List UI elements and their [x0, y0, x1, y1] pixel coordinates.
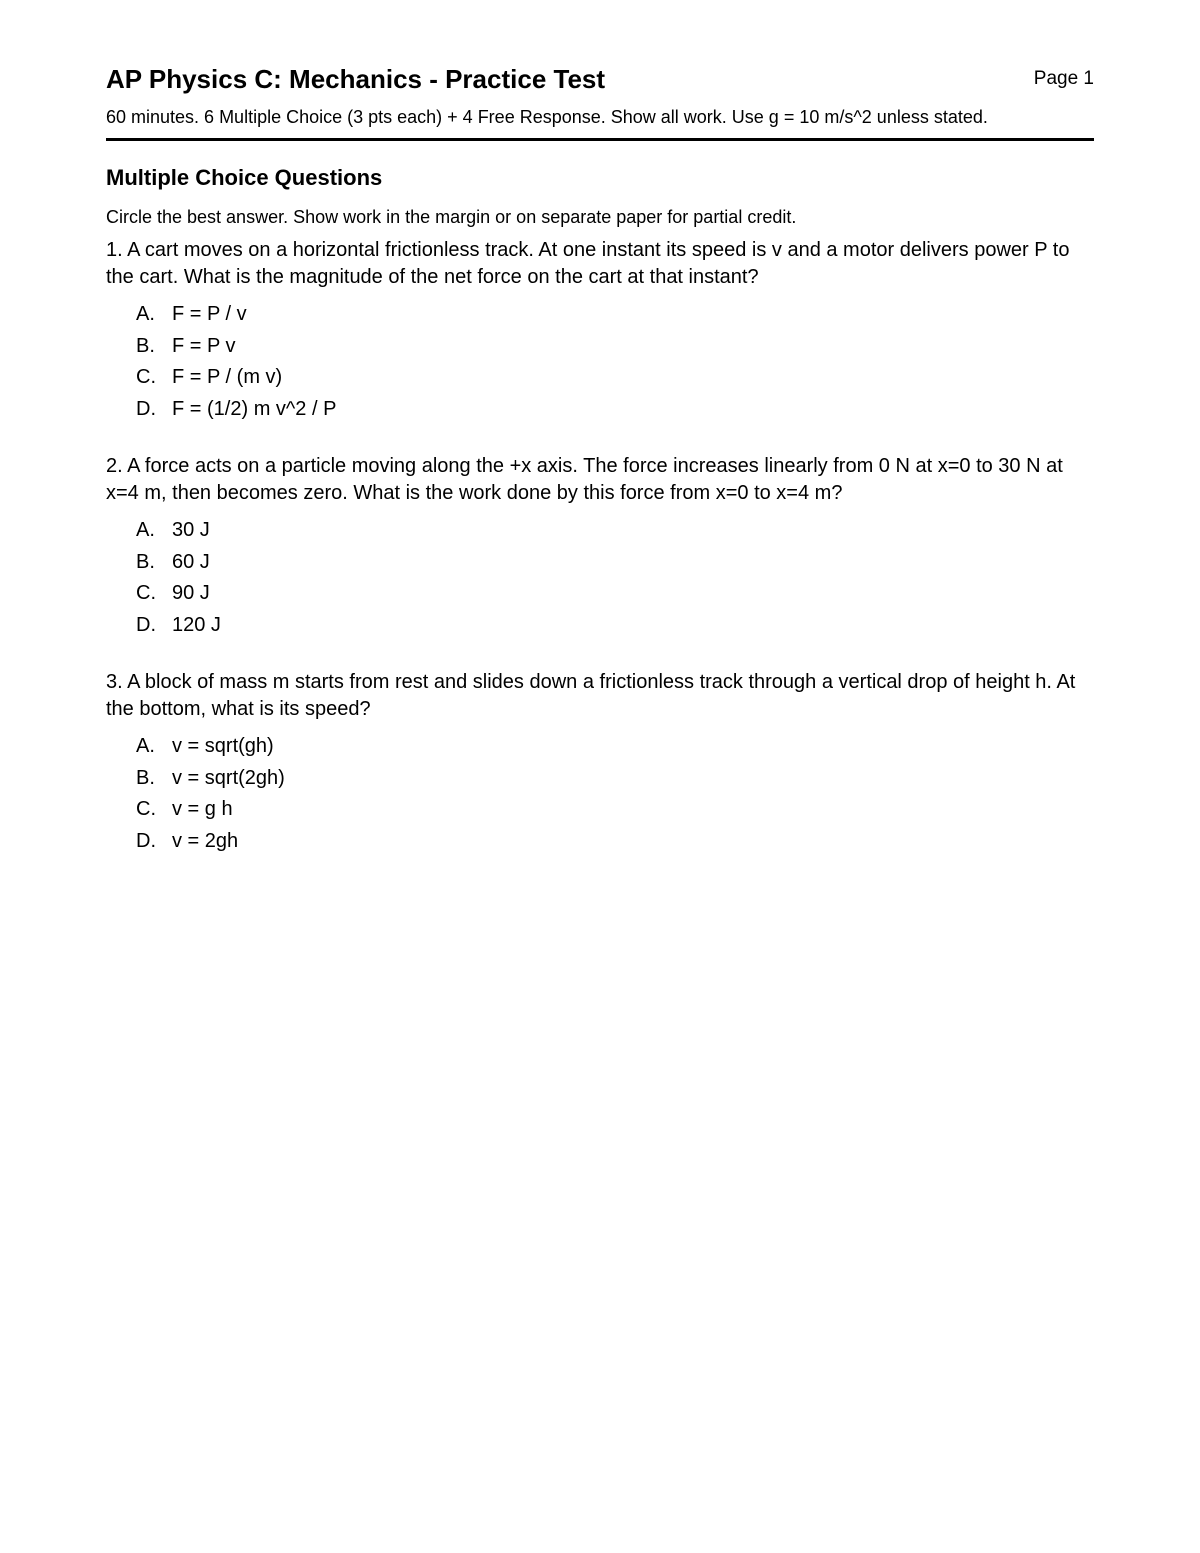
choice-item[interactable]: [136, 394, 1094, 426]
question-1: [106, 237, 1094, 425]
test-subtitle: 60 minutes. 6 Multiple Choice (3 pts each) + 4 Free Response. Show all work. Use g = 10 m/s^2 unless stated.: [106, 107, 988, 127]
choice-letter: D.: [136, 397, 156, 420]
choice-item[interactable]: [136, 515, 1094, 547]
choice-letter: B.: [136, 334, 155, 357]
choice-letter: B.: [136, 550, 155, 573]
choice-text: 120 J: [172, 613, 221, 636]
choice-text: 90 J: [172, 582, 210, 604]
choice-text: F = P / (m v): [172, 366, 283, 388]
spacer: [106, 425, 1094, 445]
choice-list: [106, 299, 1094, 425]
choice-text: F = P / v: [172, 303, 247, 325]
choice-text: v = g h: [172, 798, 233, 820]
choice-text: v = sqrt(gh): [172, 735, 274, 757]
choice-letter: D.: [136, 613, 156, 636]
choice-item[interactable]: [136, 331, 1094, 363]
question-2: [106, 453, 1094, 641]
choice-letter: A.: [136, 303, 155, 325]
choice-text: 30 J: [172, 519, 210, 541]
choice-letter: D.: [136, 829, 156, 852]
choice-item[interactable]: [136, 578, 1094, 610]
choice-letter: B.: [136, 766, 155, 789]
choice-item[interactable]: [136, 763, 1094, 795]
choice-letter: A.: [136, 735, 155, 757]
choice-text: v = sqrt(2gh): [172, 766, 285, 789]
section-instructions: Circle the best answer. Show work in the margin or on separate paper for partial credit.: [106, 207, 797, 227]
choice-item[interactable]: [136, 547, 1094, 579]
choice-item[interactable]: [136, 362, 1094, 394]
choice-list: [106, 515, 1094, 641]
question-text: 1. A cart moves on a horizontal frictionless track. At one instant its speed is v and a motor delivers power P to the cart. What is the magnitude of the net force on the cart at that instant?: [106, 239, 1070, 288]
choice-item[interactable]: [136, 731, 1094, 763]
question-3: [106, 669, 1094, 857]
choice-text: v = 2gh: [172, 829, 239, 852]
page-title: AP Physics C: Mechanics - Practice Test: [106, 64, 606, 94]
choice-item[interactable]: [136, 299, 1094, 331]
choice-letter: C.: [136, 582, 156, 604]
choice-item[interactable]: [136, 794, 1094, 826]
choice-item[interactable]: [136, 826, 1094, 858]
header: [106, 62, 1094, 96]
header-divider: [106, 138, 1094, 141]
section-title: Multiple Choice Questions: [106, 165, 383, 190]
choice-list: [106, 731, 1094, 857]
choice-text: F = (1/2) m v^2 / P: [172, 397, 337, 420]
choice-text: 60 J: [172, 550, 210, 573]
question-text: 3. A block of mass m starts from rest and slides down a frictionless track through a vertical drop of height h. At the bottom, what is its speed?: [106, 671, 1076, 720]
choice-letter: C.: [136, 366, 156, 388]
spacer: [106, 641, 1094, 661]
choice-item[interactable]: [136, 610, 1094, 642]
page-number: Page 1: [1033, 68, 1094, 89]
question-text: 2. A force acts on a particle moving along the +x axis. The force increases linearly from 0 N at x=0 to 30 N at x=4 m, then becomes zero. What is the work done by this force from x=0 to x=4 m?: [106, 455, 1063, 504]
choice-letter: A.: [136, 519, 155, 541]
choice-letter: C.: [136, 798, 156, 820]
choice-text: F = P v: [172, 334, 236, 357]
